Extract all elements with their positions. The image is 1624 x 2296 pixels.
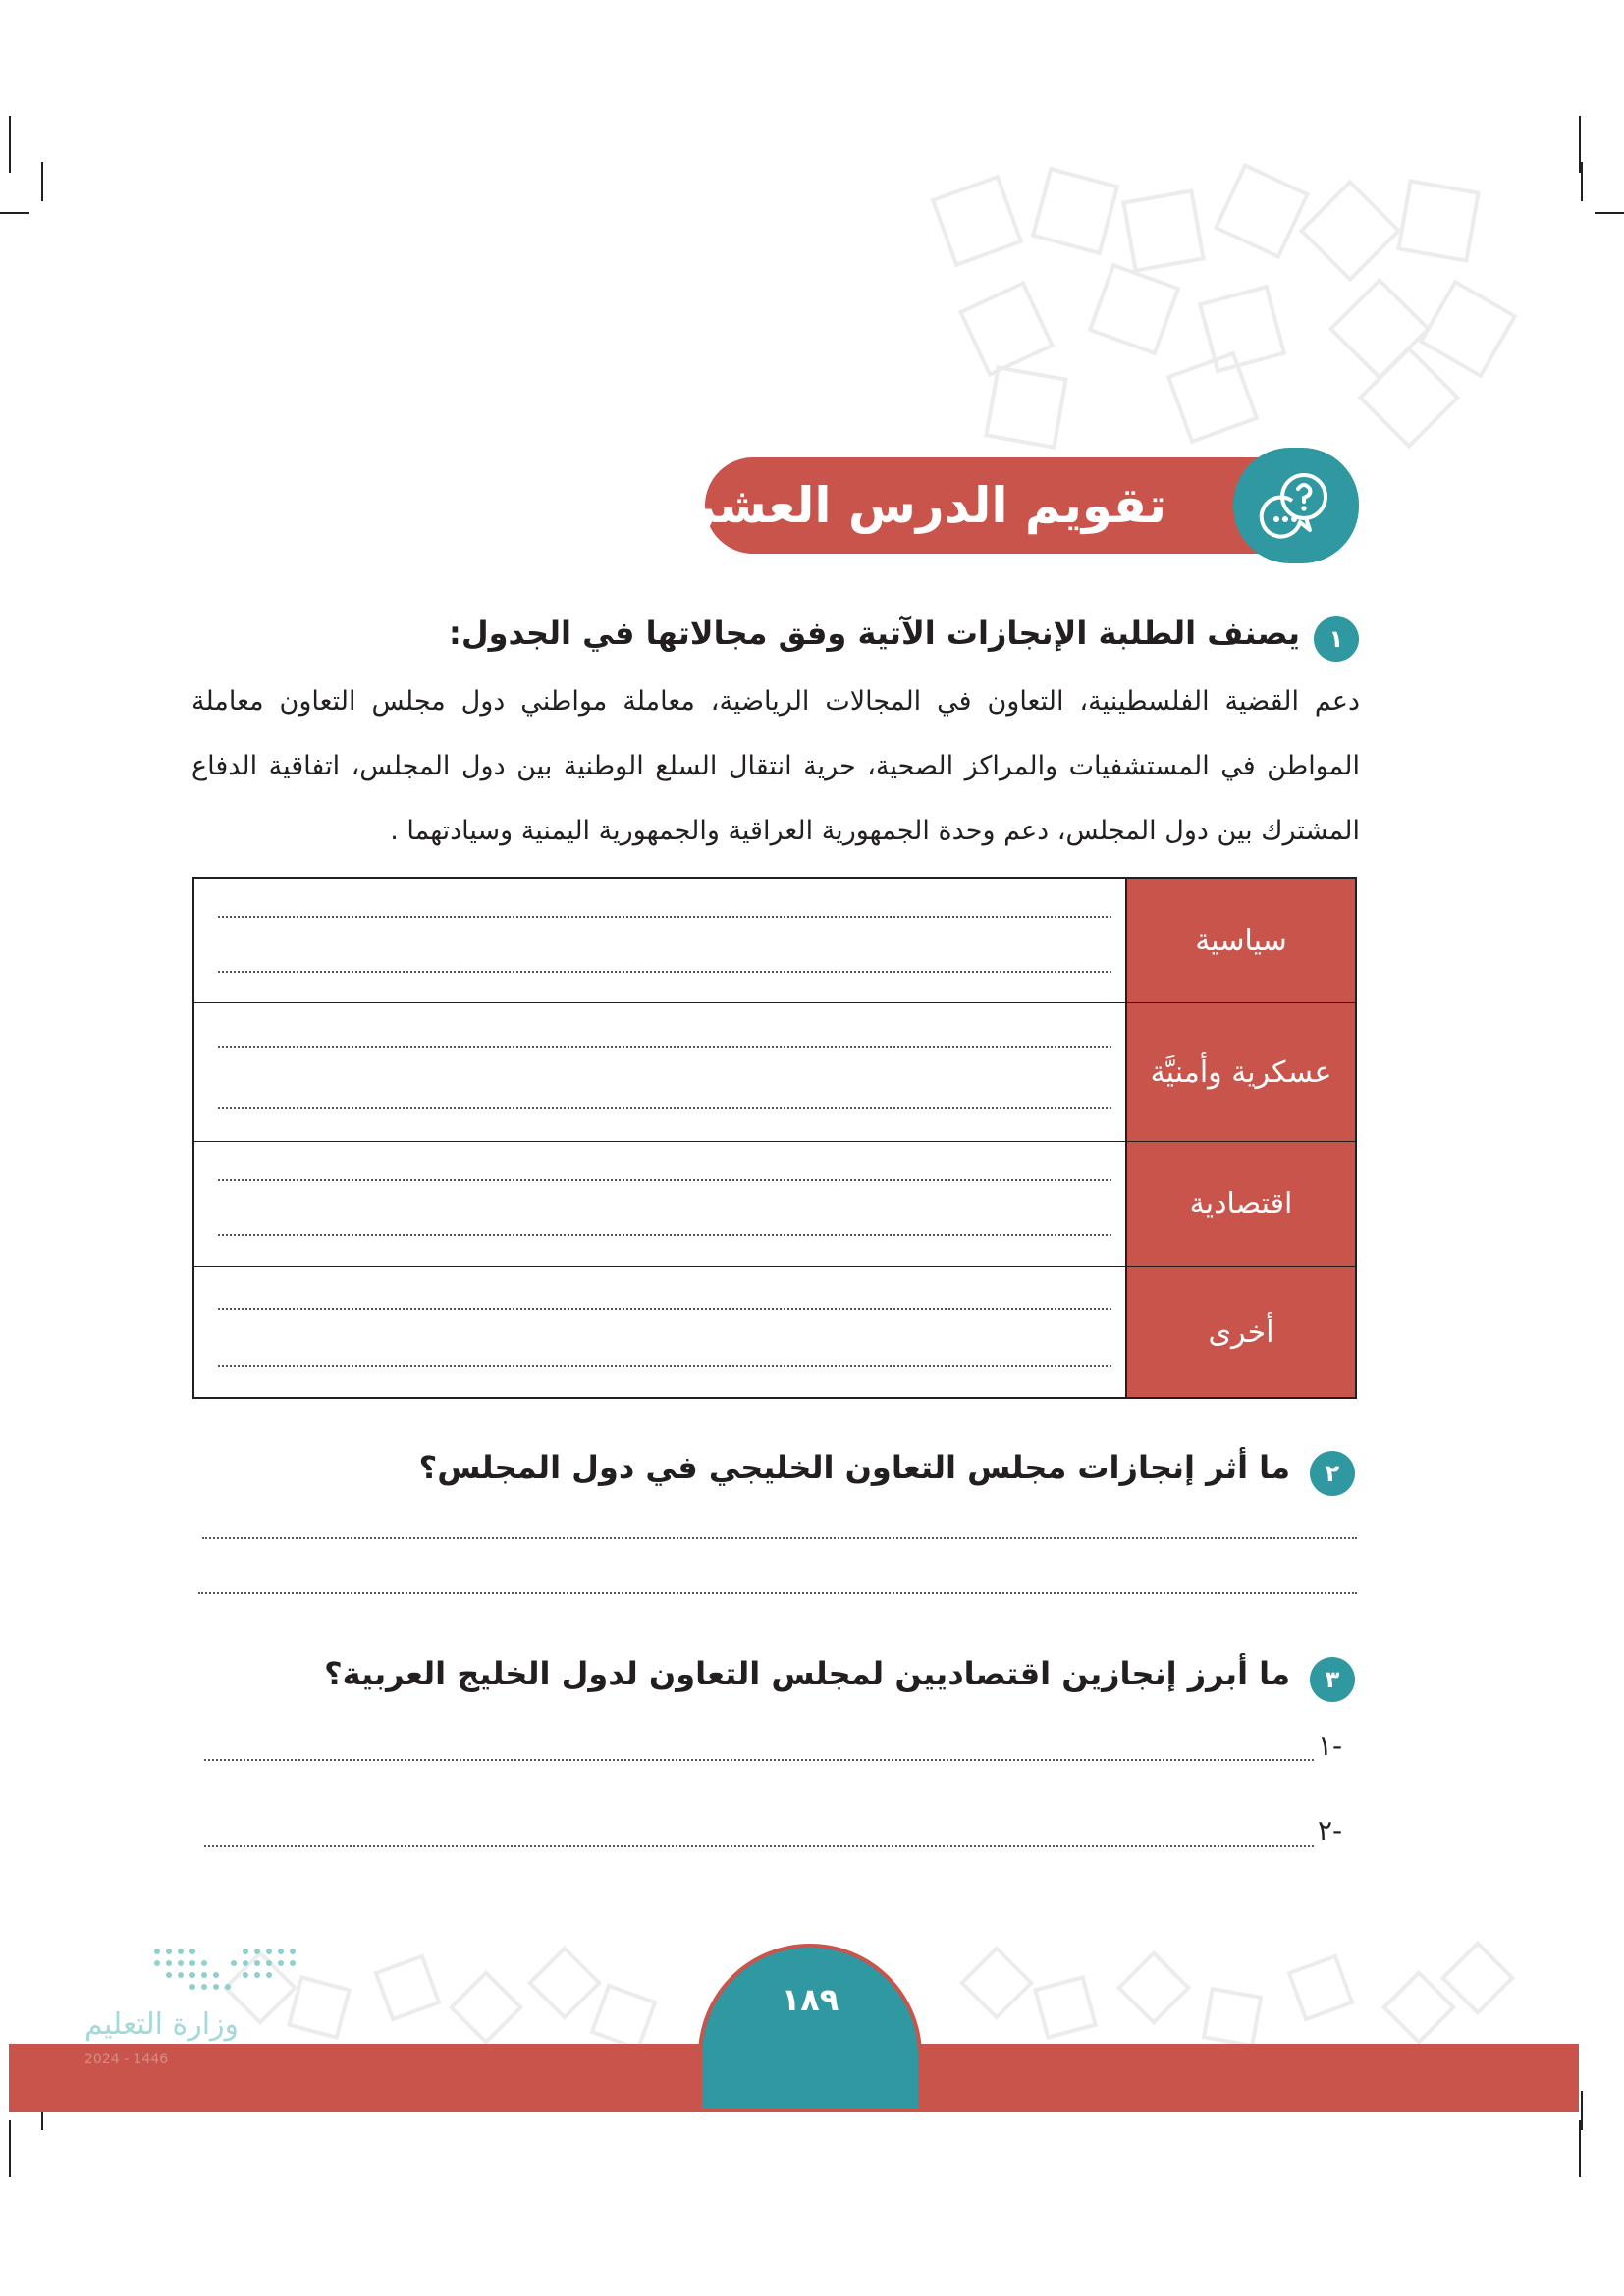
- answer-line[interactable]: [204, 1845, 1314, 1847]
- question-3-number: ٣: [1310, 1657, 1355, 1702]
- ministry-logo-text: وزارة التعليم: [84, 2007, 240, 2042]
- page-number: ١٨٩: [781, 1981, 839, 2018]
- table-row-header: سياسية: [1125, 879, 1355, 1002]
- answer-line[interactable]: [218, 1365, 1111, 1367]
- question-2-prompt: ما أثر إنجازات مجلس التعاون الخليجي في دول المجلس؟: [418, 1449, 1290, 1486]
- lesson-title: تقويم الدرس العشرين: [624, 477, 1166, 534]
- answer-line[interactable]: [218, 1234, 1111, 1236]
- discussion-icon-badge: [1233, 448, 1359, 563]
- answer-line[interactable]: [198, 1592, 1357, 1594]
- table-row-header: عسكرية وأمنيَّة: [1125, 1003, 1355, 1141]
- question-2-number: ٢: [1310, 1451, 1355, 1496]
- answer-line[interactable]: [218, 1107, 1111, 1109]
- ministry-logo-dots: [147, 1944, 304, 1993]
- speech-bubble-question-icon: [1255, 465, 1337, 546]
- question-1-prompt: يصنف الطلبة الإنجازات الآتية وفق مجالاتها في الجدول:: [449, 614, 1300, 652]
- table-row-header: أخرى: [1125, 1267, 1355, 1397]
- answer-line[interactable]: [202, 1537, 1357, 1539]
- table-row: [194, 1267, 1355, 1397]
- answer-line[interactable]: [218, 916, 1111, 918]
- table-row: [194, 879, 1355, 1003]
- classification-table: [192, 877, 1357, 1399]
- table-row: [194, 1142, 1355, 1267]
- table-row-header: اقتصادية: [1125, 1142, 1355, 1266]
- question-3-prompt: ما أبرز إنجازين اقتصاديين لمجلس التعاون لدول الخليج العربية؟: [324, 1655, 1290, 1692]
- answer-line[interactable]: [218, 1308, 1111, 1310]
- table-row: [194, 1003, 1355, 1142]
- answer-line[interactable]: [218, 1179, 1111, 1181]
- answer-line[interactable]: [218, 1046, 1111, 1048]
- item-label: -١: [1318, 1730, 1343, 1762]
- answer-line[interactable]: [218, 971, 1111, 973]
- item-label: -٢: [1318, 1814, 1343, 1846]
- question-1-number: ١: [1314, 616, 1359, 662]
- answer-line[interactable]: [204, 1759, 1314, 1761]
- question-1-paragraph: دعم القضية الفلسطينية، التعاون في المجالات الرياضية، معاملة مواطني دول مجلس التعاون معاملة المواطن في المستشفيات والمراكز الصحية، حرية انتقال السلع الوطنية بين دول المجلس، اتفاقية الدفاع المشترك بين دول المجلس، دعم وحدة الجمهورية العراقية والجمهورية اليمنية وسيادتهما .: [191, 686, 1360, 846]
- ministry-logo-year: 2024 - 1446: [84, 2052, 169, 2067]
